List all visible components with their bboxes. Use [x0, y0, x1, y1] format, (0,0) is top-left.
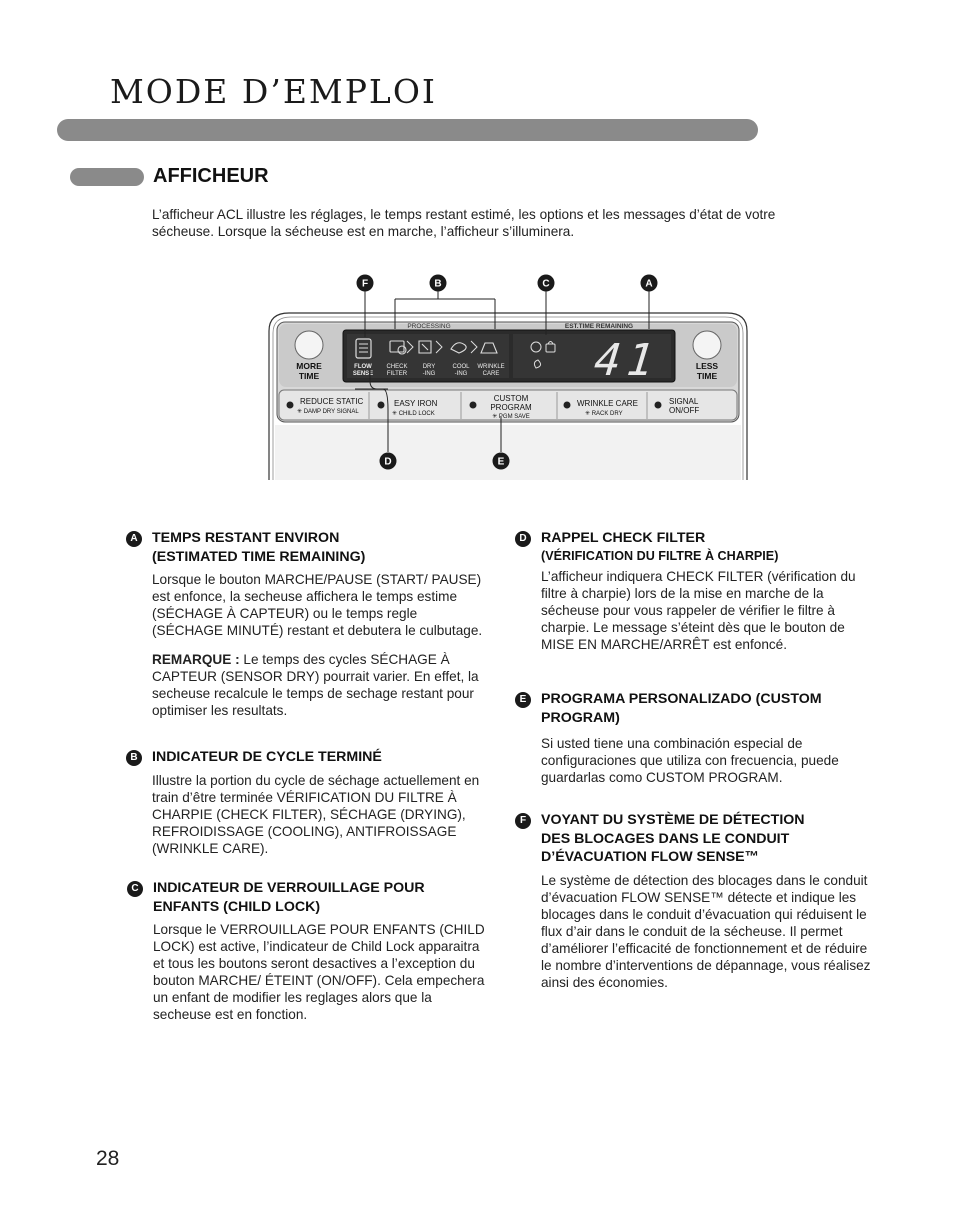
stage-label-check-1: CHECK	[386, 364, 408, 370]
item-f	[519, 811, 879, 991]
stage-label-wrinkle-1: WRINKLE	[477, 364, 505, 370]
badge-d: D	[515, 531, 531, 547]
more-time-label-2: TIME	[298, 371, 320, 381]
page-number: 28	[96, 1147, 120, 1170]
button-dot-4	[564, 402, 571, 409]
item-e-title-1: PROGRAMA PERSONALIZADO (CUSTOM	[541, 691, 822, 707]
more-time-button	[295, 331, 323, 359]
section-pill	[70, 168, 144, 186]
badge-a: A	[126, 531, 142, 547]
stage-label-dry-2: -ING	[422, 371, 436, 377]
less-time-label-1: LESS	[695, 361, 719, 371]
item-b-body: Illustre la portion du cycle de séchage actuellement en train d’être terminée VÉRIFICATION DU FILTRE À CHARPIE (CHECK FILTER), SÉCHAGE (DRYING), REFROIDISSAGE (COOLING), ANTIFROISSAGE (WRINKLE CARE).	[152, 772, 480, 856]
badge-b: B	[126, 750, 142, 766]
callout-f: F	[361, 278, 369, 290]
item-c-body: Lorsque le VERROUILLAGE POUR ENFANTS (CHILD LOCK) est active, l’indicateur de Child Lock apparaitra et tous les boutons seront desactives a l’exception du bouton MARCHE/ ÉTEINT (ON/OFF). Cela empechera un enfant de modifier les reglages alors que la secheuse est en fonction.	[153, 922, 485, 1022]
callout-e: E	[497, 456, 505, 468]
button-wrinkle-care-sub: ✳ RACK DRY	[585, 411, 623, 417]
callout-b: B	[434, 278, 442, 290]
badge-c: C	[127, 881, 143, 897]
item-b	[130, 748, 487, 857]
button-reduce-static-label: REDUCE STATIC	[300, 397, 364, 406]
button-easy-iron-sub: ✳ CHILD LOCK	[392, 411, 435, 417]
item-d	[519, 529, 879, 653]
less-time-label-2: TIME	[696, 371, 718, 381]
more-time-label-1: MORE	[296, 361, 322, 371]
button-wrinkle-care-label: WRINKLE CARE	[577, 399, 638, 408]
est-time-label: EST.TIME REMAINING	[564, 323, 634, 330]
item-e	[519, 690, 879, 786]
item-c-title-2: ENFANTS (CHILD LOCK)	[153, 898, 321, 915]
item-d-body: L’afficheur indiquera CHECK FILTER (vérification du filtre à charpie) lors de la mise en marche de la sécheuse pour vous rappeler de vérifier le filtre à charpie. Le message s’éteint dès que le bouton de MISE EN MARCHE/ARRÊT est enfoncé.	[541, 568, 856, 652]
section-title: AFFICHEUR	[153, 165, 269, 187]
item-a-note	[152, 651, 487, 719]
section-intro: L’afficheur ACL illustre les réglages, le temps restant estimé, les options et les messages d’état de votre sécheuse. Lorsque la sécheuse est en marche, l’afficheur s’illuminera.	[152, 207, 776, 239]
time-remaining-digits: 41	[591, 335, 663, 386]
item-d-title-1: RAPPEL CHECK FILTER	[541, 530, 706, 546]
item-d-subtitle: (VÉRIFICATION DU FILTRE À CHARPIE)	[541, 548, 779, 563]
button-reduce-static-sub: ✳ DAMP DRY SIGNAL	[297, 409, 359, 415]
button-custom-program-sub: ✳ PGM SAVE	[492, 414, 530, 420]
stage-label-dry-1: DRY	[422, 364, 436, 370]
processing-label: PROCESSING	[407, 323, 451, 330]
item-a	[130, 529, 487, 719]
stage-label-cool-2: -ING	[454, 371, 468, 377]
item-a-body: Lorsque le bouton MARCHE/PAUSE (START/ PAUSE) est enfonce, la secheuse affichera le temps estime (SÉCHAGE À CAPTEUR) ou le temps regle (SÉCHAGE MINUTÉ) restant et debutera le culbutage.	[152, 572, 483, 638]
item-a-title-2: (ESTIMATED TIME REMAINING)	[152, 548, 366, 565]
item-c	[131, 879, 491, 1023]
button-dot-1	[287, 402, 294, 409]
item-e-title-2: PROGRAM)	[541, 709, 620, 726]
item-f-title-2: DES BLOCAGES DANS LE CONDUIT	[541, 830, 790, 847]
item-f-title-3: D’ÉVACUATION FLOW SENSE™	[541, 849, 759, 865]
button-easy-iron-label: EASY IRON	[394, 399, 438, 408]
callout-c: C	[542, 278, 550, 290]
page-title: MODE D’EMPLOI	[110, 72, 437, 111]
item-b-title-1: INDICATEUR DE CYCLE TERMINÉ	[152, 749, 382, 765]
item-e-body: Si usted tiene una combinación especial de configuraciones que utiliza con frecuencia, puede guardarlas como CUSTOM PROGRAM.	[541, 736, 839, 785]
button-dot-3	[470, 402, 477, 409]
button-dot-5	[655, 402, 662, 409]
callout-d: D	[384, 456, 392, 468]
item-c-title-1: INDICATEUR DE VERROUILLAGE POUR	[153, 880, 425, 896]
stage-label-check-2: FILTER	[386, 371, 408, 377]
stage-label-cool-1: COOL	[452, 364, 470, 370]
less-time-button	[693, 331, 721, 359]
item-f-title-1: VOYANT DU SYSTÈME DE DÉTECTION	[541, 812, 805, 828]
button-custom-program-label-2: PROGRAM	[490, 403, 532, 412]
title-bar	[57, 119, 758, 141]
badge-e: E	[515, 692, 531, 708]
stage-label-wrinkle-2: CARE	[482, 371, 500, 377]
button-signal-label-1: SIGNAL	[669, 397, 699, 406]
control-panel-diagram	[255, 265, 755, 485]
item-a-note-text: Le temps des cycles SÉCHAGE À CAPTEUR (SENSOR DRY) pourrait varier. En effet, la secheuse recalcule le temps de sechage restant pour optimiser les resultats.	[152, 652, 479, 718]
item-f-body: Le système de détection des blocages dans le conduit d’évacuation FLOW SENSE™ détecte et indique les blocages dans le conduit d’évacuation qui réduisent le flux d’air dans le conduit de la sécheuse. Il permet d’améliorer l’efficacité de fonctionnement et de réduire le nombre d’interventions de dépannage, vous réalisez ainsi des économies.	[541, 872, 871, 990]
flow-sense-label-1: FLOW	[354, 364, 372, 370]
button-signal-label-2: ON/OFF	[669, 406, 700, 415]
button-dot-2	[378, 402, 385, 409]
callout-a: A	[645, 278, 653, 290]
item-a-title-1: TEMPS RESTANT ENVIRON	[152, 530, 340, 546]
button-custom-program-label-1: CUSTOM	[493, 394, 529, 403]
flow-sense-label-2: SENSE	[352, 371, 374, 377]
item-a-note-label: REMARQUE :	[152, 652, 240, 667]
badge-f: F	[515, 813, 531, 829]
